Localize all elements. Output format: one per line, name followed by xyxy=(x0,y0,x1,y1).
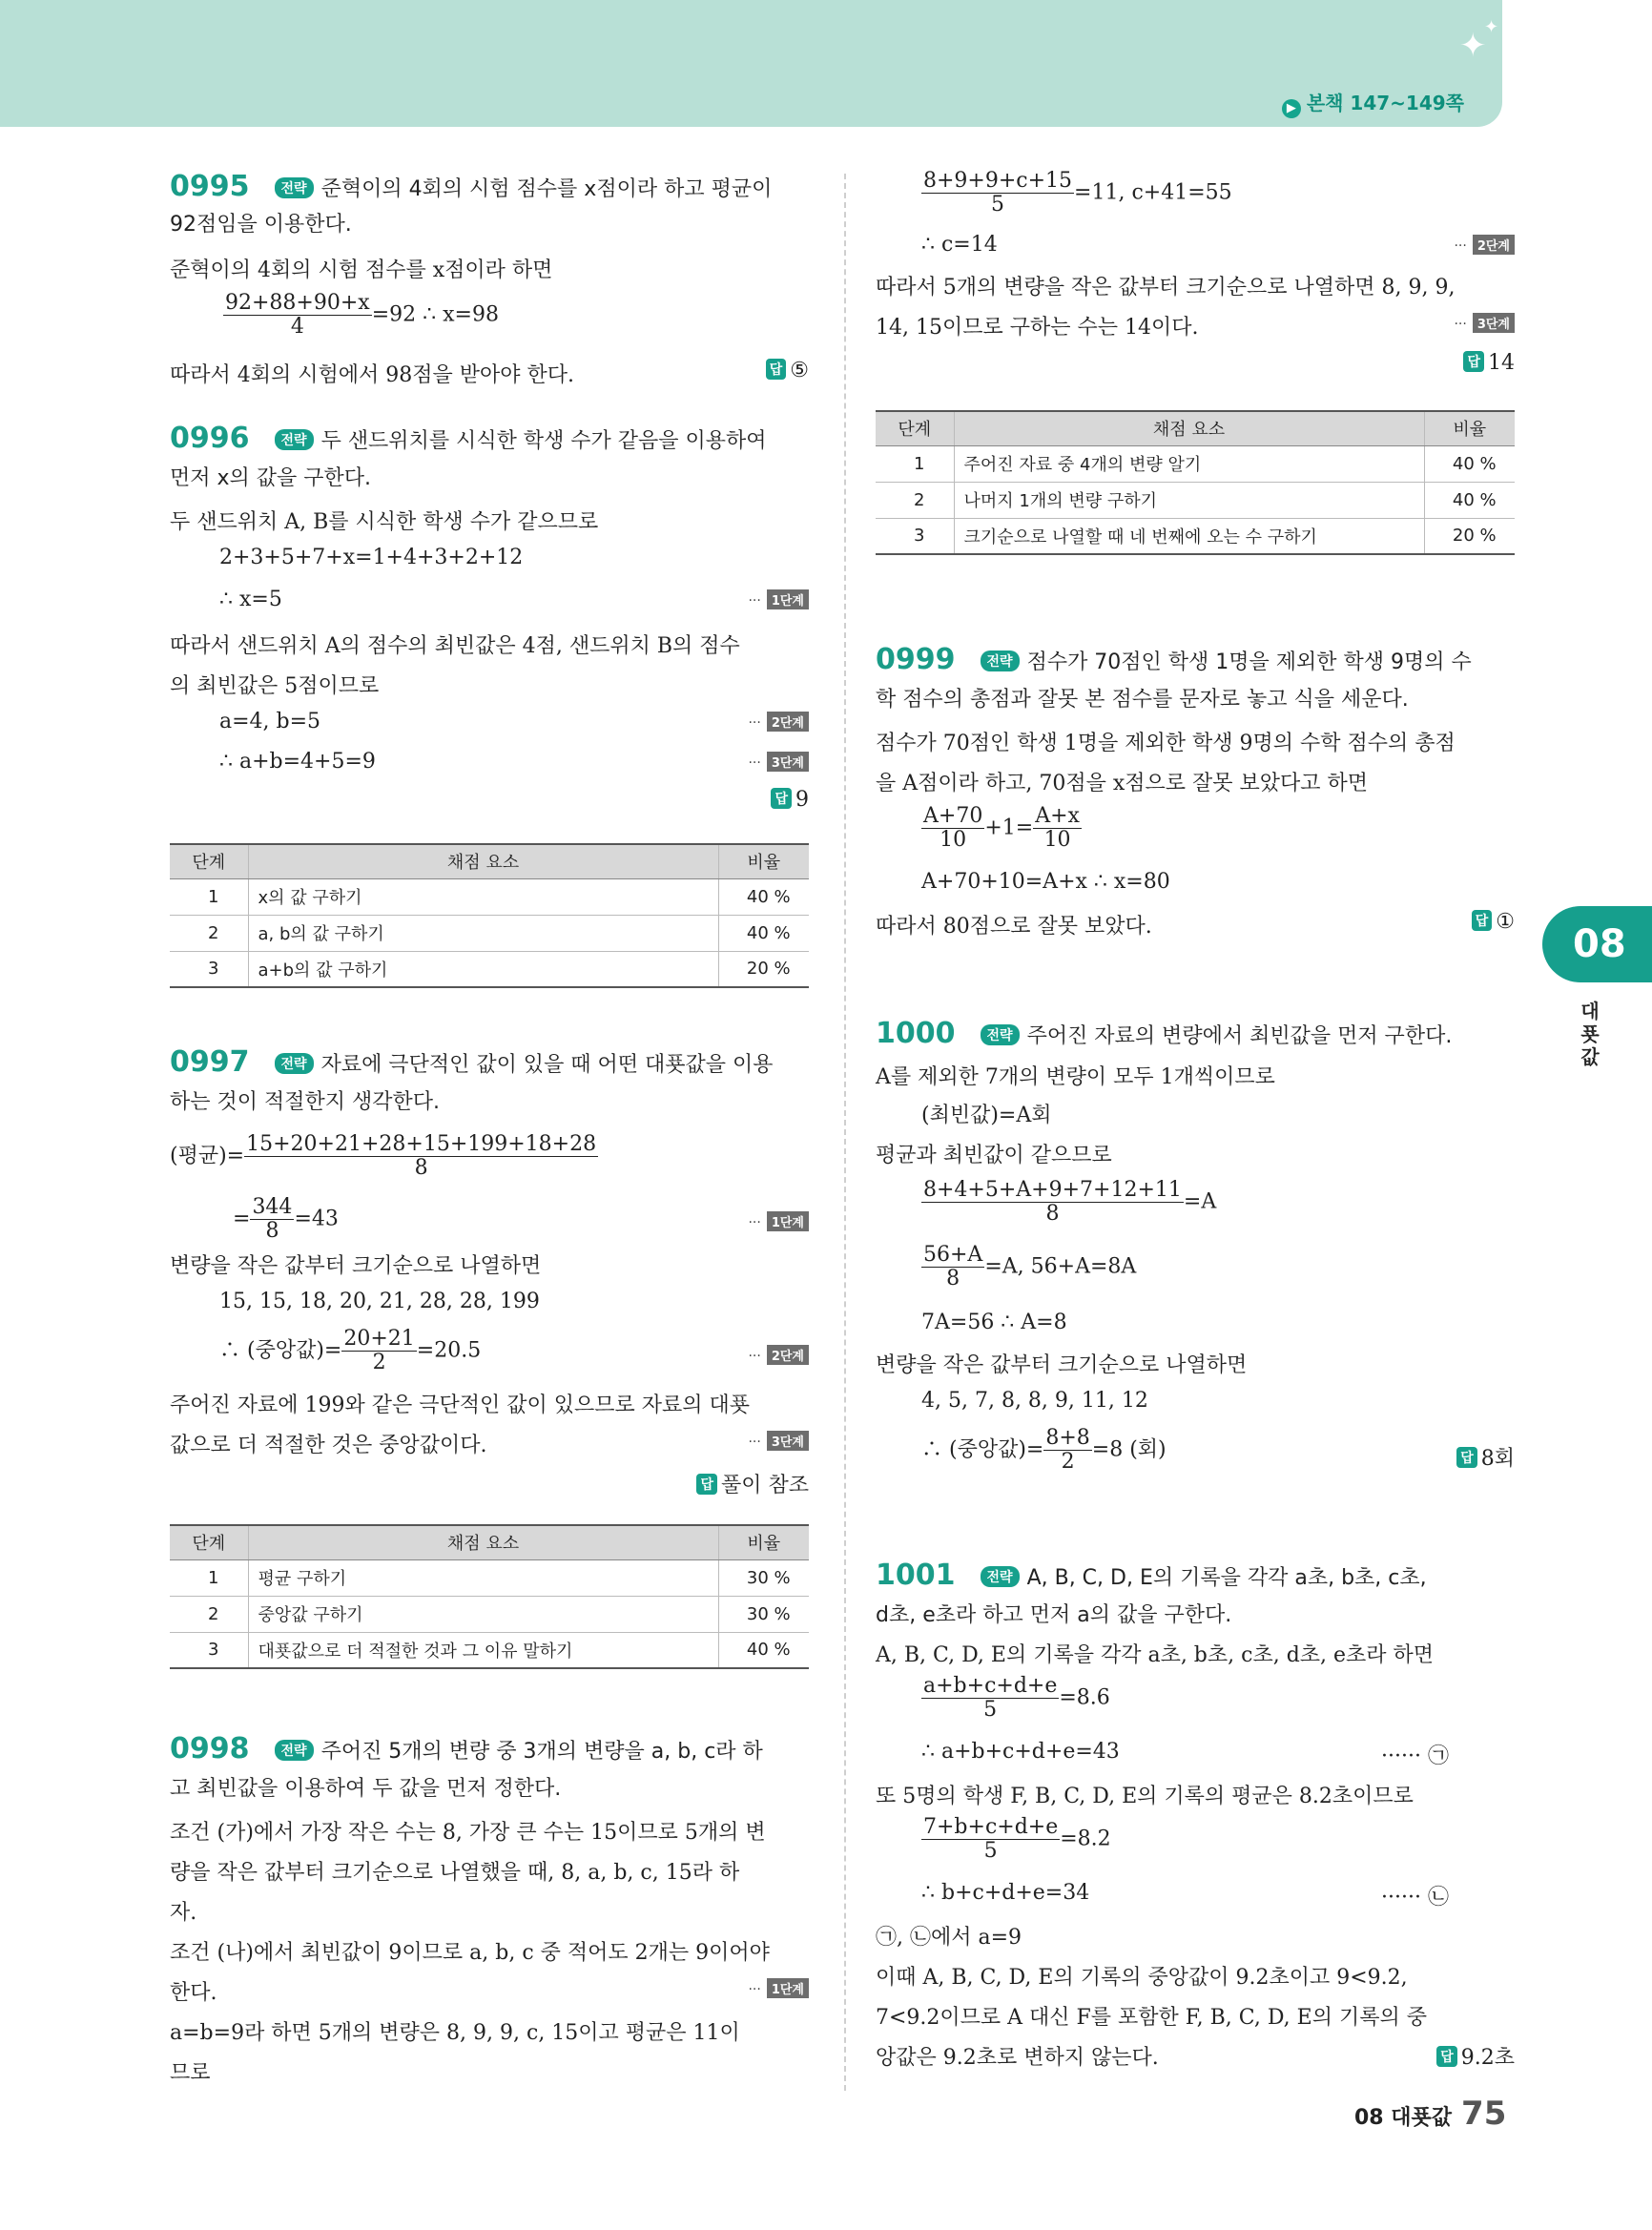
strategy-text: 주어진 자료의 변량에서 최빈값을 먼저 구한다. xyxy=(1026,1024,1453,1048)
step-marker: ··· 1단계 xyxy=(748,1978,809,1998)
table-row: 1 평균 구하기 30 % xyxy=(170,1559,809,1596)
table-row: 1 x의 값 구하기 40 % xyxy=(170,878,809,915)
answer-icon: 답 xyxy=(771,788,792,809)
solution-line: A를 제외한 7개의 변량이 모두 1개씩이므로 xyxy=(876,1065,1275,1089)
table-row: 1 주어진 자료 중 4개의 변량 알기 40 % xyxy=(876,445,1515,482)
answer: 답 9 xyxy=(771,788,809,812)
answer: 답 8회 xyxy=(1456,1442,1515,1472)
equation: $\frac{92+88+90+x}{4}$ =92 ∴ x=98 xyxy=(225,291,499,340)
equation: a=4, b=5 xyxy=(219,710,321,733)
table-row: 2 나머지 1개의 변량 구하기 40 % xyxy=(876,482,1515,518)
equation: $\frac{7+b+c+d+e}{5}$ =8.2 xyxy=(923,1815,1111,1864)
equation: (평균)= $\frac{15+20+21+28+15+199+18+28}{8}$ xyxy=(170,1132,597,1181)
equation: ∴ a+b+c+d+e=43 xyxy=(921,1740,1120,1764)
equation: = $\frac{344}{8}$ =43 xyxy=(233,1195,339,1244)
step-marker: ··· 1단계 xyxy=(748,589,809,609)
solution-line: 따라서 4회의 시험에서 98점을 받아야 한다. xyxy=(170,363,574,387)
solution-line: 을 A점이라 하고, 70점을 x점으로 잘못 보았다고 하면 xyxy=(876,772,1369,795)
answer: 답 14 xyxy=(1463,351,1515,375)
answer: 답 풀이 참조 xyxy=(696,1469,809,1498)
equation: $\frac{56+A}{8}$ =A, 56+A=8A xyxy=(923,1243,1137,1291)
solution-line: 한다. xyxy=(170,1981,217,2005)
problem-number: 0999 xyxy=(876,643,956,676)
solution-line: 따라서 5개의 변량을 작은 값부터 크기순으로 나열하면 8, 9, 9, xyxy=(876,276,1456,299)
solution-line: 점수가 70점인 학생 1명을 제외한 학생 9명의 수학 점수의 총점 xyxy=(876,732,1456,755)
equation-marker: ······ ㉡ xyxy=(1381,1886,1449,1910)
solution-line: 앙값은 9.2초로 변하지 않는다. xyxy=(876,2046,1159,2070)
grading-table: 단계 채점 요소 비율 1 평균 구하기 30 % 2 중앙값 구하기 30 % 3 대푯값으로 더 적절한 것과 그 이유 말하기 40 % xyxy=(170,1524,809,1669)
table-row: 2 a, b의 값 구하기 40 % xyxy=(170,915,809,951)
column-divider xyxy=(844,174,846,2091)
answer: 답 ⑤ xyxy=(766,359,809,382)
answer-icon: 답 xyxy=(1456,1447,1477,1468)
equation: 4, 5, 7, 8, 8, 9, 11, 12 xyxy=(921,1389,1148,1413)
strategy-text: 92점임을 이용한다. xyxy=(170,213,352,237)
answer: 답 9.2초 xyxy=(1436,2041,1515,2071)
answer: 답 ① xyxy=(1472,910,1515,934)
problem-number: 0996 xyxy=(170,422,250,455)
strategy-text: 두 샌드위치를 시식한 학생 수가 같음을 이용하여 xyxy=(320,429,767,453)
equation: ∴ (중앙값)= $\frac{8+8}{2}$ =8 (회) xyxy=(921,1426,1167,1475)
equation: $\frac{a+b+c+d+e}{5}$ =8.6 xyxy=(923,1674,1110,1723)
step-marker: ··· 3단계 xyxy=(748,1431,809,1451)
chapter-side-title: 대푯값 xyxy=(1580,1000,1600,1068)
step-marker: ··· 3단계 xyxy=(1454,313,1515,333)
step-marker: ··· 2단계 xyxy=(748,1345,809,1365)
equation: (최빈값)=A회 xyxy=(921,1104,1052,1127)
problem-number: 1000 xyxy=(876,1017,956,1050)
equation: ∴ c=14 xyxy=(921,233,998,257)
grading-table: 단계 채점 요소 비율 1 x의 값 구하기 40 % 2 a, b의 값 구하기 40 % 3 a+b의 값 구하기 20 % xyxy=(170,843,809,988)
strategy-tag: 전략 xyxy=(981,650,1020,671)
equation: ∴ b+c+d+e=34 xyxy=(921,1881,1090,1905)
solution-line: 량을 작은 값부터 크기순으로 나열했을 때, 8, a, b, c, 15라 하 xyxy=(170,1861,740,1885)
answer-icon: 답 xyxy=(766,359,787,380)
step-marker: ··· 2단계 xyxy=(1454,235,1515,255)
solution-line: a=b=9라 하면 5개의 변량은 8, 9, 9, c, 15이고 평균은 11이 xyxy=(170,2021,740,2045)
problem-header xyxy=(876,1559,1427,1592)
step-marker: ··· 1단계 xyxy=(748,1211,809,1231)
solution-line: 이때 A, B, C, D, E의 기록의 중앙값이 9.2초이고 9<9.2, xyxy=(876,1966,1408,1990)
solution-line: 따라서 80점으로 잘못 보았다. xyxy=(876,915,1152,939)
step-marker: ··· 3단계 xyxy=(748,752,809,772)
strategy-text: 주어진 5개의 변량 중 3개의 변량을 a, b, c라 하 xyxy=(320,1740,763,1764)
solution-line: 평균과 최빈값이 같으므로 xyxy=(876,1144,1112,1167)
problem-header xyxy=(170,1045,774,1079)
equation: A+70+10=A+x ∴ x=80 xyxy=(921,870,1170,894)
strategy-tag: 전략 xyxy=(275,1053,314,1074)
solution-line: 주어진 자료에 199와 같은 극단적인 값이 있으므로 자료의 대푯 xyxy=(170,1394,750,1417)
solution-line: 조건 (나)에서 최빈값이 9이므로 a, b, c 중 적어도 2개는 9이어야 xyxy=(170,1941,770,1965)
reference-label: ▶ 본책 147~149쪽 xyxy=(1282,88,1464,118)
arrow-icon: ▶ xyxy=(1282,99,1301,118)
solution-line: 두 샌드위치 A, B를 시식한 학생 수가 같으므로 xyxy=(170,510,599,534)
equation: 2+3+5+7+x=1+4+3+2+12 xyxy=(219,546,524,569)
step-marker: ··· 2단계 xyxy=(748,712,809,732)
sparkle-icon: ✦ xyxy=(1484,17,1499,37)
problem-header xyxy=(170,1732,763,1765)
grading-table: 단계 채점 요소 비율 1 주어진 자료 중 4개의 변량 알기 40 % 2 나머지 1개의 변량 구하기 40 % 3 크기순으로 나열할 때 네 번째에 오는 수 구하기 20 % xyxy=(876,410,1515,555)
strategy-tag: 전략 xyxy=(275,177,314,198)
solution-line: ㉠, ㉡에서 a=9 xyxy=(876,1926,1022,1950)
table-row: 3 크기순으로 나열할 때 네 번째에 오는 수 구하기 20 % xyxy=(876,518,1515,554)
equation: ∴ a+b=4+5=9 xyxy=(219,750,376,774)
solution-line: 변량을 작은 값부터 크기순으로 나열하면 xyxy=(876,1353,1248,1377)
equation-marker: ······ ㉠ xyxy=(1381,1745,1449,1768)
solution-line: 값으로 더 적절한 것은 중앙값이다. xyxy=(170,1434,487,1457)
strategy-text: 준혁이의 4회의 시험 점수를 x점이라 하고 평균이 xyxy=(320,177,773,201)
equation: $\frac{8+9+9+c+15}{5}$ =11, c+41=55 xyxy=(923,169,1232,217)
strategy-text: 점수가 70점인 학생 1명을 제외한 학생 9명의 수 xyxy=(1026,650,1472,674)
strategy-tag: 전략 xyxy=(981,1566,1020,1587)
problem-number: 0998 xyxy=(170,1732,250,1765)
header-band xyxy=(0,0,1502,127)
strategy-text: 먼저 x의 값을 구한다. xyxy=(170,466,372,490)
page-footer: 08 대푯값 75 xyxy=(1354,2095,1507,2133)
strategy-text: 하는 것이 적절한지 생각한다. xyxy=(170,1090,440,1114)
solution-line: 므로 xyxy=(170,2061,211,2085)
answer-icon: 답 xyxy=(1436,2046,1457,2067)
sparkle-icon: ✦ xyxy=(1459,27,1487,65)
strategy-tag: 전략 xyxy=(981,1024,1020,1045)
solution-line: 따라서 샌드위치 A의 점수의 최빈값은 4점, 샌드위치 B의 점수 xyxy=(170,634,740,658)
equation: $\frac{A+70}{10}$ +1= $\frac{A+x}{10}$ xyxy=(923,804,1080,853)
strategy-text: 자료에 극단적인 값이 있을 때 어떤 대푯값을 이용 xyxy=(320,1053,774,1077)
solution-line: 조건 (가)에서 가장 작은 수는 8, 가장 큰 수는 15이므로 5개의 변 xyxy=(170,1821,766,1845)
table-row: 2 중앙값 구하기 30 % xyxy=(170,1596,809,1632)
solution-line: 자. xyxy=(170,1901,197,1925)
equation: ∴ x=5 xyxy=(219,588,282,611)
solution-line: A, B, C, D, E의 기록을 각각 a초, b초, c초, d초, e초라 하면 xyxy=(876,1643,1435,1667)
solution-line: 14, 15이므로 구하는 수는 14이다. xyxy=(876,316,1199,340)
table-row: 3 a+b의 값 구하기 20 % xyxy=(170,951,809,987)
strategy-text: d초, e초라 하고 먼저 a의 값을 구한다. xyxy=(876,1603,1232,1627)
problem-header xyxy=(876,643,1472,676)
answer-icon: 답 xyxy=(696,1474,717,1495)
answer-icon: 답 xyxy=(1472,910,1493,931)
strategy-text: 학 점수의 총점과 잘못 본 점수를 문자로 놓고 식을 세운다. xyxy=(876,688,1409,712)
solution-line: 변량을 작은 값부터 크기순으로 나열하면 xyxy=(170,1254,542,1278)
page-number: 75 xyxy=(1461,2095,1507,2133)
solution-line: 7<9.2이므로 A 대신 F를 포함한 F, B, C, D, E의 기록의 중 xyxy=(876,2006,1427,2030)
solution-line: 또 5명의 학생 F, B, C, D, E의 기록의 평균은 8.2초이므로 xyxy=(876,1785,1414,1808)
strategy-tag: 전략 xyxy=(275,429,314,450)
equation: 7A=56 ∴ A=8 xyxy=(921,1311,1067,1334)
problem-header xyxy=(170,170,772,203)
solution-line: 준혁이의 4회의 시험 점수를 x점이라 하면 xyxy=(170,258,553,282)
problem-header xyxy=(170,422,767,455)
problem-number: 0997 xyxy=(170,1045,250,1079)
table-row: 3 대푯값으로 더 적절한 것과 그 이유 말하기 40 % xyxy=(170,1632,809,1668)
strategy-tag: 전략 xyxy=(275,1740,314,1761)
equation: 15, 15, 18, 20, 21, 28, 28, 199 xyxy=(219,1290,540,1313)
solution-line: 의 최빈값은 5점이므로 xyxy=(170,674,380,698)
problem-header xyxy=(876,1017,1452,1050)
answer-icon: 답 xyxy=(1463,351,1484,372)
strategy-text: A, B, C, D, E의 기록을 각각 a초, b초, c초, xyxy=(1026,1566,1427,1590)
strategy-text: 고 최빈값을 이용하여 두 값을 먼저 정한다. xyxy=(170,1777,562,1801)
equation: ∴ (중앙값)= $\frac{20+21}{2}$ =20.5 xyxy=(219,1327,482,1375)
problem-number: 1001 xyxy=(876,1559,956,1592)
equation: $\frac{8+4+5+A+9+7+12+11}{8}$ =A xyxy=(923,1178,1217,1227)
chapter-tab: 08 xyxy=(1542,906,1652,982)
problem-number: 0995 xyxy=(170,170,250,203)
